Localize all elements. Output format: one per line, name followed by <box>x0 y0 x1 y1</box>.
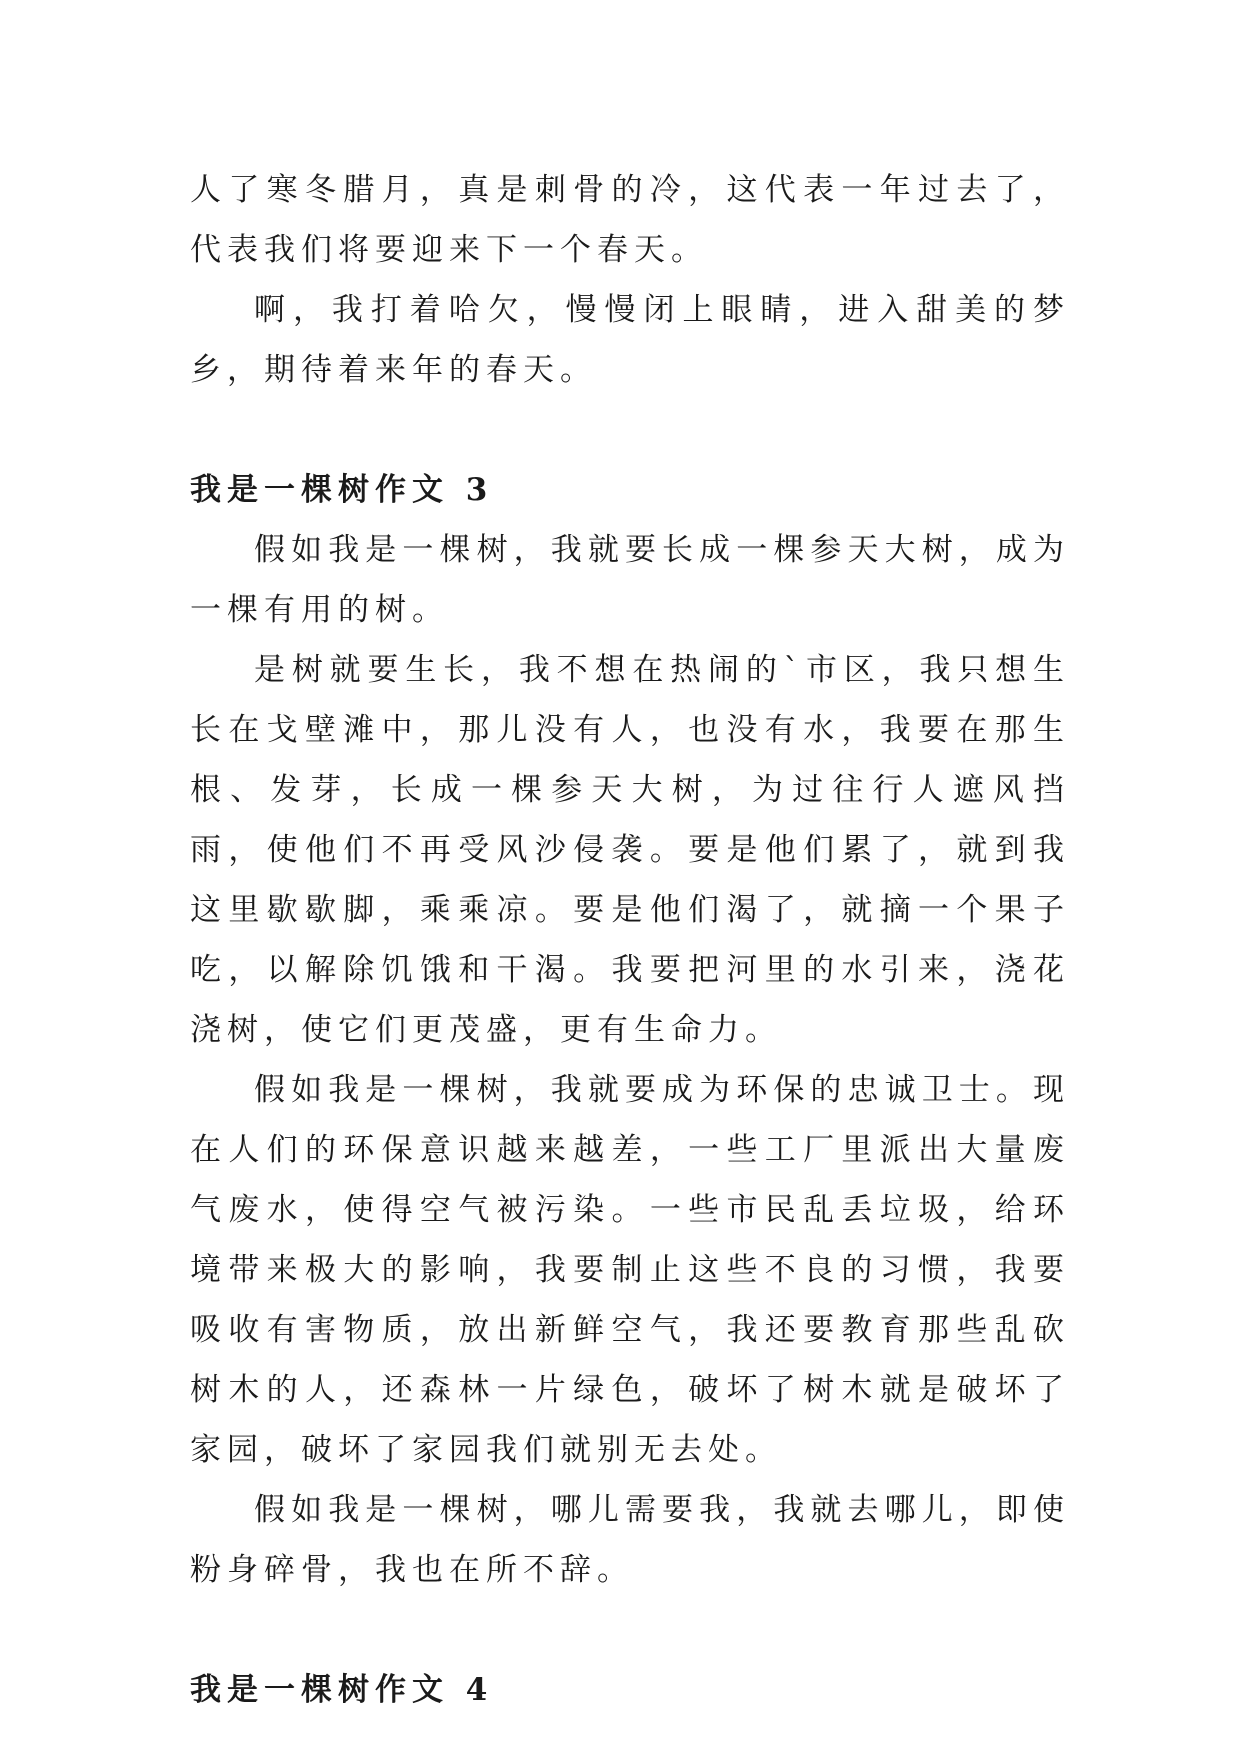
paragraph: 是树就要生长，我不想在热闹的`市区，我只想生长在戈壁滩中，那儿没有人，也没有水，我要在那生根、发芽，长成一棵参天大树，为过往行人遮风挡雨，使他们不再受风沙侵袭。要是他们累了，就到我这里歇歇脚，乘乘凉。要是他们渴了，就摘一个果子吃，以解除饥饿和干渴。我要把河里的水引来，浇花浇树，使它们更茂盛，更有生命力。 <box>190 652 1070 1048</box>
paragraph-continuation: 人了寒冬腊月，真是刺骨的冷，这代表一年过去了，代表我们将要迎来下一个春天。 <box>190 172 1070 268</box>
section-gap <box>190 1600 1070 1660</box>
section-heading: 我是一棵树作文 4 <box>190 1672 494 1708</box>
paragraph: 假如我是一棵树，我就要长成一棵参天大树，成为一棵有用的树。 <box>190 532 1070 628</box>
document-page <box>190 160 1070 1720</box>
section-gap <box>190 400 1070 460</box>
paragraph: 假如我是一棵树，哪儿需要我，我就去哪儿，即使粉身碎骨，我也在所不辞。 <box>190 1492 1070 1588</box>
section-heading: 我是一棵树作文 3 <box>190 472 494 508</box>
paragraph: 假如我是一棵树，我就要成为环保的忠诚卫士。现在人们的环保意识越来越差，一些工厂里派出大量废气废水，使得空气被污染。一些市民乱丢垃圾，给环境带来极大的影响，我要制止这些不良的习惯，我要吸收有害物质，放出新鲜空气，我还要教育那些乱砍树木的人，还森林一片绿色，破坏了树木就是破坏了家园，破坏了家园我们就别无去处。 <box>190 1072 1070 1468</box>
paragraph: 啊，我打着哈欠，慢慢闭上眼睛，进入甜美的梦乡，期待着来年的春天。 <box>190 292 1070 388</box>
